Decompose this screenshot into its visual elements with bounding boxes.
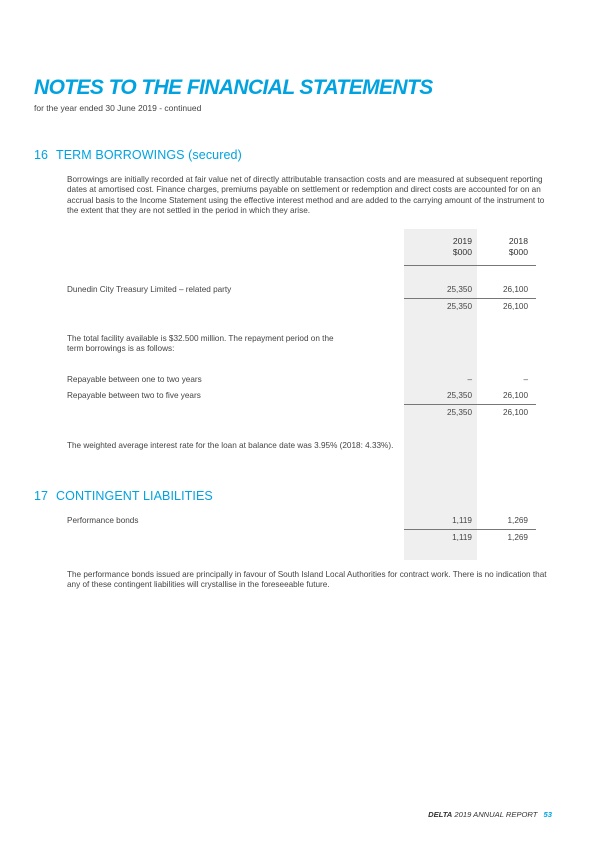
section-16-intro: Borrowings are initially recorded at fair value net of directly attributable transaction costs and are measured at subsequent reporting dates at amortised cost. Finance charges, premiums payable on settlement or redemption and direct costs are accounted for on an accrual basis to the Income Statement using the effective interest method and are added to the carrying amount of the instrument to the extent that they are not settled in the period in which they arise. (67, 175, 545, 216)
column-header-2019 (412, 236, 472, 258)
row-label-performance-bonds: Performance bonds (67, 516, 139, 525)
page-title: NOTES TO THE FINANCIAL STATEMENTS (34, 76, 433, 99)
row-value-2018-repay-1-2: – (523, 375, 528, 384)
subtotal-rule-3 (404, 529, 536, 530)
total3-value-2018: 1,269 (507, 533, 528, 542)
section-17-title: CONTINGENT LIABILITIES (56, 489, 213, 503)
total2-value-2018: 26,100 (502, 408, 528, 417)
column-year-2018: 2018 (508, 236, 528, 246)
header-rule (404, 265, 536, 266)
section-17-note: The performance bonds issued are principally in favour of South Island Local Authorities for contract work. There is no indication that any of these contingent liabilities will crystallise in the foreseeable future. (67, 570, 547, 590)
column-year-2019: 2019 (452, 236, 472, 246)
page-subtitle: for the year ended 30 June 2019 - continued (34, 103, 202, 113)
row-value-2019-dcc-treasury: 25,350 (446, 285, 472, 294)
column-header-2018 (468, 236, 528, 258)
row-label-repay-2-5: Repayable between two to five years (67, 391, 201, 400)
section-16-title: TERM BORROWINGS (secured) (56, 148, 242, 162)
row-value-2019-performance-bonds: 1,119 (452, 516, 472, 525)
section-17-number: 17 (34, 489, 49, 503)
subtotal-rule-1 (404, 298, 536, 299)
section-16-number: 16 (34, 148, 49, 162)
column-unit-2019: $000 (452, 247, 472, 257)
footer-brand: DELTA (428, 810, 453, 819)
facility-note: The total facility available is $32.500 million. The repayment period on the term borrowings is as follows: (67, 334, 334, 354)
footer-report-name: 2019 ANNUAL REPORT (454, 810, 538, 819)
row-label-dcc-treasury: Dunedin City Treasury Limited – related party (67, 285, 232, 294)
page-number: 53 (543, 810, 552, 819)
page-footer (428, 810, 552, 819)
total1-value-2018: 26,100 (502, 302, 528, 311)
section-16-heading (34, 148, 242, 162)
row-value-2018-performance-bonds: 1,269 (507, 516, 528, 525)
interest-rate-note: The weighted average interest rate for the loan at balance date was 3.95% (2018: 4.33%). (67, 441, 394, 450)
row-label-repay-1-2: Repayable between one to two years (67, 375, 202, 384)
total3-value-2019: 1,119 (452, 533, 472, 542)
total2-value-2019: 25,350 (446, 408, 472, 417)
total1-value-2019: 25,350 (446, 302, 472, 311)
row-value-2019-repay-2-5: 25,350 (446, 391, 472, 400)
row-value-2018-repay-2-5: 26,100 (502, 391, 528, 400)
subtotal-rule-2 (404, 404, 536, 405)
column-unit-2018: $000 (508, 247, 528, 257)
row-value-2019-repay-1-2: – (467, 375, 472, 384)
section-17-heading (34, 489, 213, 503)
row-value-2018-dcc-treasury: 26,100 (502, 285, 528, 294)
